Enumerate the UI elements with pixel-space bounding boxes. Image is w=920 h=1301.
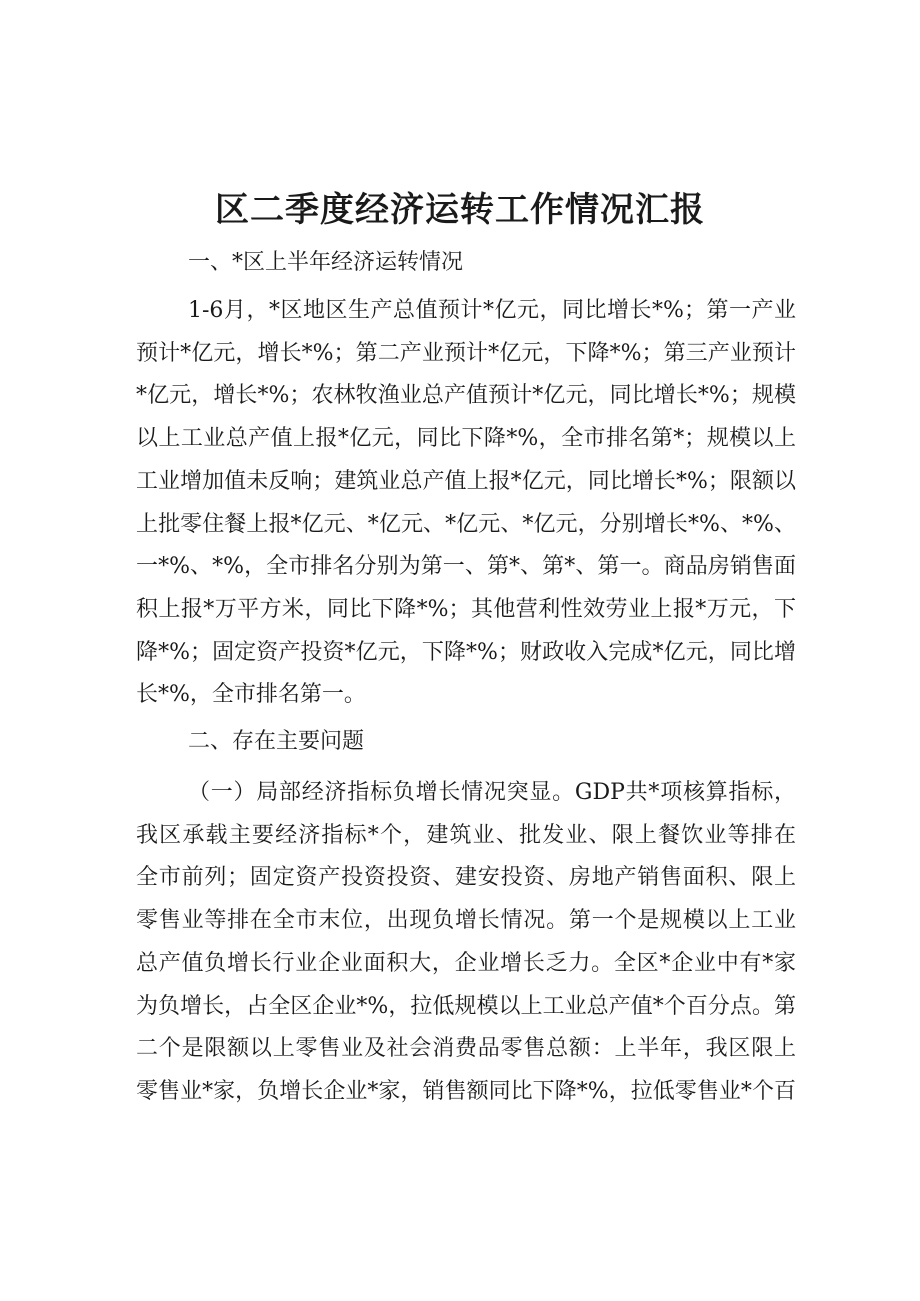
paragraph-line: 全市前列；固定资产投资投资、建安投资、房地产销售面积、限上	[136, 865, 796, 891]
paragraph-line: 总产值负增长行业企业面积大，企业增长乏力。全区*企业中有*家	[136, 950, 796, 976]
paragraph-line: 降*%；固定资产投资*亿元，下降*%；财政收入完成*亿元，同比增	[136, 639, 796, 665]
paragraph-line: 长*%，全市排名第一。	[136, 682, 366, 708]
section-2-paragraph	[136, 772, 796, 1114]
document-title: 区二季度经济运转工作情况汇报	[215, 190, 705, 230]
paragraph-line: 上批零住餐上报*亿元、*亿元、*亿元、*亿元，分别增长*%、*%、	[136, 511, 796, 537]
paragraph-line: （一）局部经济指标负增长情况突显。GDP共*项核算指标，	[188, 780, 796, 805]
paragraph-line: 二个是限额以上零售业及社会消费品零售总额：上半年，我区限上	[136, 1036, 796, 1062]
paragraph-line: 工业增加值未反响；建筑业总产值上报*亿元，同比增长*%；限额以	[136, 468, 796, 494]
paragraph-line: *亿元，增长*%；农林牧渔业总产值预计*亿元，同比增长*%；规模	[136, 383, 796, 409]
section-heading-1: 一、*区上半年经济运转情况	[188, 250, 464, 275]
paragraph-line: 以上工业总产值上报*亿元，同比下降*%，全市排名第*；规模以上	[136, 426, 796, 452]
paragraph-line: 一*%、*%，全市排名分别为第一、第*、第*、第一。商品房销售面	[136, 554, 796, 580]
paragraph-line: 零售业等排在全市末位，出现负增长情况。第一个是规模以上工业	[136, 908, 796, 934]
paragraph-line: 为负增长，占全区企业*%，拉低规模以上工业总产值*个百分点。第	[136, 993, 796, 1019]
paragraph-line: 预计*亿元，增长*%；第二产业预计*亿元，下降*%；第三产业预计	[136, 340, 796, 366]
section-1-paragraph	[136, 290, 796, 717]
paragraph-line: 零售业*家，负增长企业*家，销售额同比下降*%，拉低零售业*个百	[136, 1078, 796, 1104]
paragraph-line: 1-6月，*区地区生产总值预计*亿元，同比增长*%；第一产业	[188, 298, 796, 323]
paragraph-line: 我区承载主要经济指标*个，建筑业、批发业、限上餐饮业等排在	[136, 822, 796, 848]
paragraph-line: 积上报*万平方米，同比下降*%；其他营利性效劳业上报*万元，下	[136, 596, 796, 622]
section-heading-2: 二、存在主要问题	[188, 729, 365, 754]
